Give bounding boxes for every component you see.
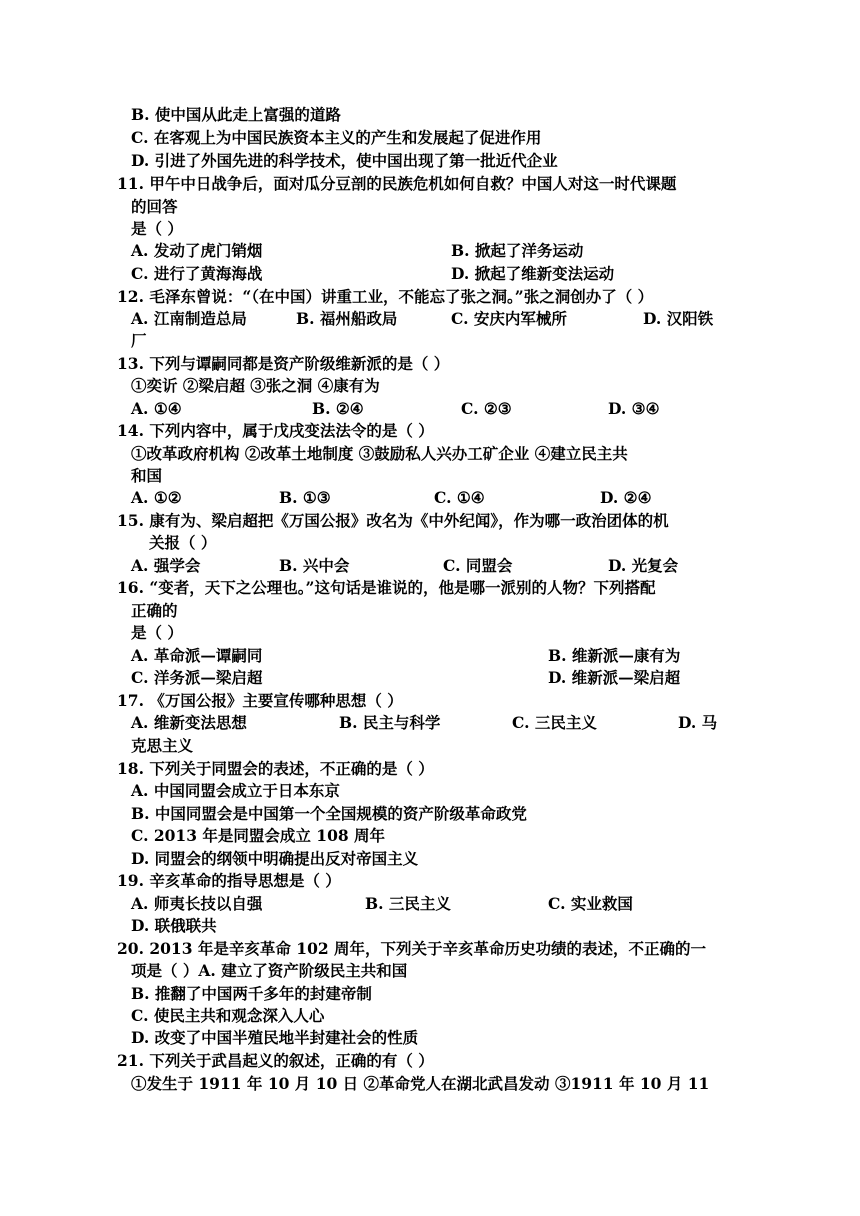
option-c: C. 进行了黄海海战 xyxy=(131,264,263,283)
question-15: 15. 康有为、梁启超把《万国公报》改名为《中外纪闻》，作为哪一政治团体的机 xyxy=(117,511,669,530)
option-a: A. ①② xyxy=(131,488,182,507)
option-d: D. ②④ xyxy=(600,488,652,507)
option-d: D. 光复会 xyxy=(608,556,679,575)
option-c: C. 2013 年是同盟会成立 108 周年 xyxy=(131,826,386,845)
question-16-cont: 是（ ） xyxy=(131,623,183,642)
option-d: D. 汉阳铁 xyxy=(643,309,714,328)
option-b: B. ②④ xyxy=(312,399,364,418)
option-d: D. 改变了中国半殖民地半封建社会的性质 xyxy=(131,1028,419,1047)
option-d: D. 维新派—梁启超 xyxy=(548,668,681,687)
question-16-cont: 正确的 xyxy=(131,601,178,620)
question-13-items: ①奕䜣 ②梁启超 ③张之洞 ④康有为 xyxy=(131,376,380,395)
option-b: B. 兴中会 xyxy=(279,556,350,575)
option-d: D. ③④ xyxy=(608,399,660,418)
question-17: 17. 《万国公报》主要宣传哪种思想（ ） xyxy=(117,691,403,710)
question-12: 12. 毛泽东曾说：“（在中国）讲重工业，不能忘了张之洞。”张之洞创办了（ ） xyxy=(117,287,654,306)
question-21: 21. 下列关于武昌起义的叙述，正确的有（ ） xyxy=(117,1051,434,1070)
option-a: A. 师夷长技以自强 xyxy=(131,894,263,913)
option-c: C. 使民主共和观念深入人心 xyxy=(131,1006,325,1025)
option-b: B. 维新派—康有为 xyxy=(548,646,681,665)
option-d: D. 同盟会的纲领中明确提出反对帝国主义 xyxy=(131,849,419,868)
option-d: D. 掀起了维新变法运动 xyxy=(451,264,615,283)
option-b: B. 民主与科学 xyxy=(339,713,441,732)
option-c: C. 在客观上为中国民族资本主义的产生和发展起了促进作用 xyxy=(131,128,542,147)
question-14: 14. 下列内容中，属于戊戌变法法令的是（ ） xyxy=(117,421,434,440)
option-d: D. 引进了外国先进的科学技术，使中国出现了第一批近代企业 xyxy=(131,151,558,170)
question-13: 13. 下列与谭嗣同都是资产阶级维新派的是（ ） xyxy=(117,354,450,373)
question-18: 18. 下列关于同盟会的表述，不正确的是（ ） xyxy=(117,759,434,778)
question-14-items: ①改革政府机构 ②改革土地制度 ③鼓励私人兴办工矿企业 ④建立民主共 xyxy=(131,444,628,463)
question-11: 11. 甲午中日战争后，面对瓜分豆剖的民族危机如何自救？中国人对这一时代课题 xyxy=(117,174,677,193)
question-21-items: ①发生于 1911 年 10 月 10 日 ②革命党人在湖北武昌发动 ③1911 年 10 月 11 xyxy=(131,1074,710,1093)
option-a: A. 强学会 xyxy=(131,556,201,575)
option-b: B. 中国同盟会是中国第一个全国规模的资产阶级革命政党 xyxy=(131,804,527,823)
option-a: A. 维新变法思想 xyxy=(131,713,247,732)
option-d: D. 马 xyxy=(678,713,718,732)
question-14-items-cont: 和国 xyxy=(131,466,163,485)
option-c: C. ②③ xyxy=(461,399,512,418)
option-c: C. 洋务派—梁启超 xyxy=(131,668,263,687)
option-b: B. 福州船政局 xyxy=(296,309,398,328)
option-b: B. 推翻了中国两千多年的封建帝制 xyxy=(131,984,372,1003)
option-a: A. 中国同盟会成立于日本东京 xyxy=(131,781,340,800)
question-16: 16. “变者，天下之公理也。”这句话是谁说的，他是哪一派别的人物？下列搭配 xyxy=(117,578,656,597)
option-a: A. 发动了虎门销烟 xyxy=(131,241,263,260)
question-15-cont: 关报（ ） xyxy=(149,533,217,552)
option-b: B. 使中国从此走上富强的道路 xyxy=(131,105,341,124)
question-20: 20. 2013 年是辛亥革命 102 周年，下列关于辛亥革命历史功绩的表述，不正确的一 xyxy=(117,939,707,958)
option-a: A. ①④ xyxy=(131,399,182,418)
question-11-cont: 是（ ） xyxy=(131,219,183,238)
option-c: C. 三民主义 xyxy=(512,713,597,732)
option-d: D. 联俄联共 xyxy=(131,916,217,935)
question-19: 19. 辛亥革命的指导思想是（ ） xyxy=(117,871,341,890)
option-c: C. 同盟会 xyxy=(443,556,513,575)
option-c: C. 安庆内军械所 xyxy=(451,309,567,328)
question-11-cont: 的回答 xyxy=(131,197,178,216)
option-a: A. 江南制造总局 xyxy=(131,309,247,328)
option-c: C. ①④ xyxy=(434,488,485,507)
option-d-cont: 克思主义 xyxy=(131,736,194,755)
option-d-cont: 厂 xyxy=(131,331,147,350)
option-c: C. 实业救国 xyxy=(548,894,633,913)
question-20-cont: 项是（ ）A. 建立了资产阶级民主共和国 xyxy=(131,961,408,980)
option-b: B. ①③ xyxy=(279,488,331,507)
option-a: A. 革命派—谭嗣同 xyxy=(131,646,263,665)
option-b: B. 掀起了洋务运动 xyxy=(451,241,584,260)
option-b: B. 三民主义 xyxy=(365,894,451,913)
